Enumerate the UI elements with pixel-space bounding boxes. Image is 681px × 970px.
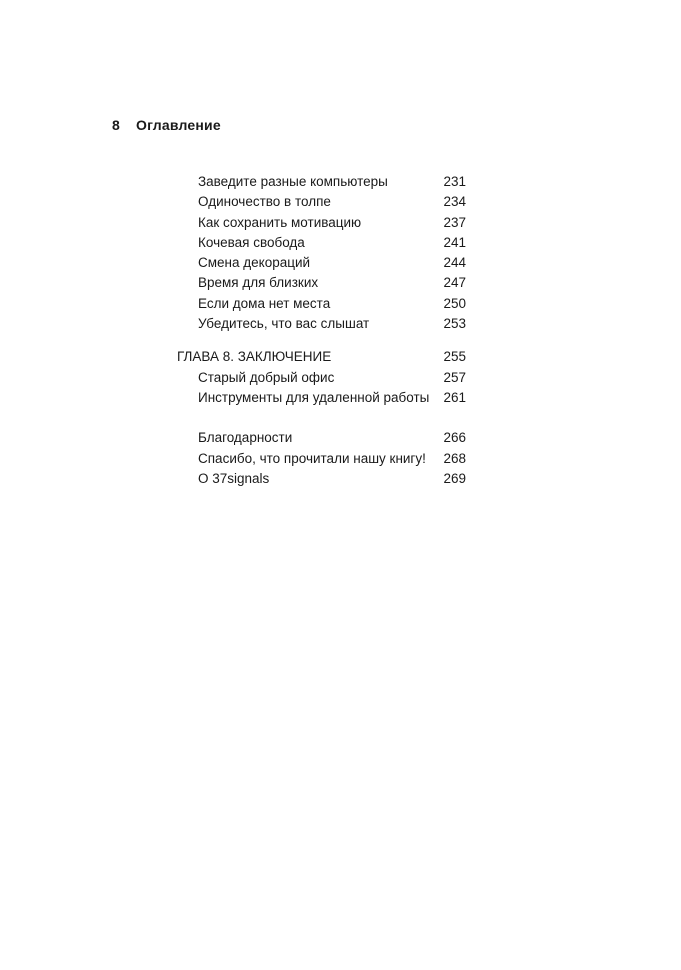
toc-entry-page: 247 — [443, 275, 466, 291]
toc-entry-title: Убедитесь, что вас слышат — [198, 316, 370, 332]
toc-entry-title: Как сохранить мотивацию — [198, 214, 362, 230]
toc-entry-page: 237 — [443, 214, 466, 230]
toc-entry — [177, 233, 466, 253]
toc-entry-title: Одиночество в толпе — [198, 194, 331, 210]
toc-entry — [177, 294, 466, 314]
toc-entry-page: 269 — [443, 470, 466, 486]
toc-entry — [177, 469, 466, 489]
toc-chapter-page: 255 — [443, 349, 466, 365]
toc-entry-page: 241 — [443, 234, 466, 250]
toc-entry-page: 231 — [443, 174, 466, 189]
toc-entry — [177, 192, 466, 212]
toc-entry — [177, 449, 466, 469]
toc-entry — [177, 172, 466, 192]
toc-entry-page: 266 — [443, 430, 466, 446]
toc-entry — [177, 368, 466, 388]
toc-entry — [177, 314, 466, 334]
toc-entry — [177, 388, 466, 408]
table-of-contents — [177, 172, 466, 489]
toc-entry-title: Заведите разные компьютеры — [198, 174, 388, 189]
toc-entry-title: Инструменты для удаленной работы — [198, 389, 430, 405]
toc-chapter-entry — [177, 347, 466, 367]
toc-entry — [177, 213, 466, 233]
toc-entry-title: Спасибо, что прочитали нашу книгу! — [198, 450, 426, 466]
toc-entry-title: Благодарности — [198, 430, 293, 446]
toc-entry-title: Кочевая свобода — [198, 234, 305, 250]
toc-chapter-title: ГЛАВА 8. ЗАКЛЮЧЕНИЕ — [177, 349, 332, 365]
toc-entry-title: Старый добрый офис — [198, 369, 335, 385]
toc-entry-page: 268 — [443, 450, 466, 466]
toc-entry-page: 261 — [443, 389, 466, 405]
toc-entry-page: 234 — [443, 194, 466, 210]
toc-entry — [177, 428, 466, 448]
toc-entry-title: Смена декораций — [198, 255, 311, 271]
running-head — [112, 117, 221, 133]
toc-entry-title: Если дома нет места — [198, 295, 331, 311]
toc-entry-title: О 37signals — [198, 470, 270, 486]
toc-entry — [177, 253, 466, 273]
toc-entry-page: 244 — [443, 255, 466, 271]
toc-entry-title: Время для близких — [198, 275, 319, 291]
toc-entry-page: 257 — [443, 369, 466, 385]
toc-entry-page: 253 — [443, 316, 466, 332]
section-title: Оглавление — [136, 117, 221, 133]
toc-entry-page: 250 — [443, 295, 466, 311]
toc-entry — [177, 273, 466, 293]
page-number: 8 — [112, 117, 120, 133]
